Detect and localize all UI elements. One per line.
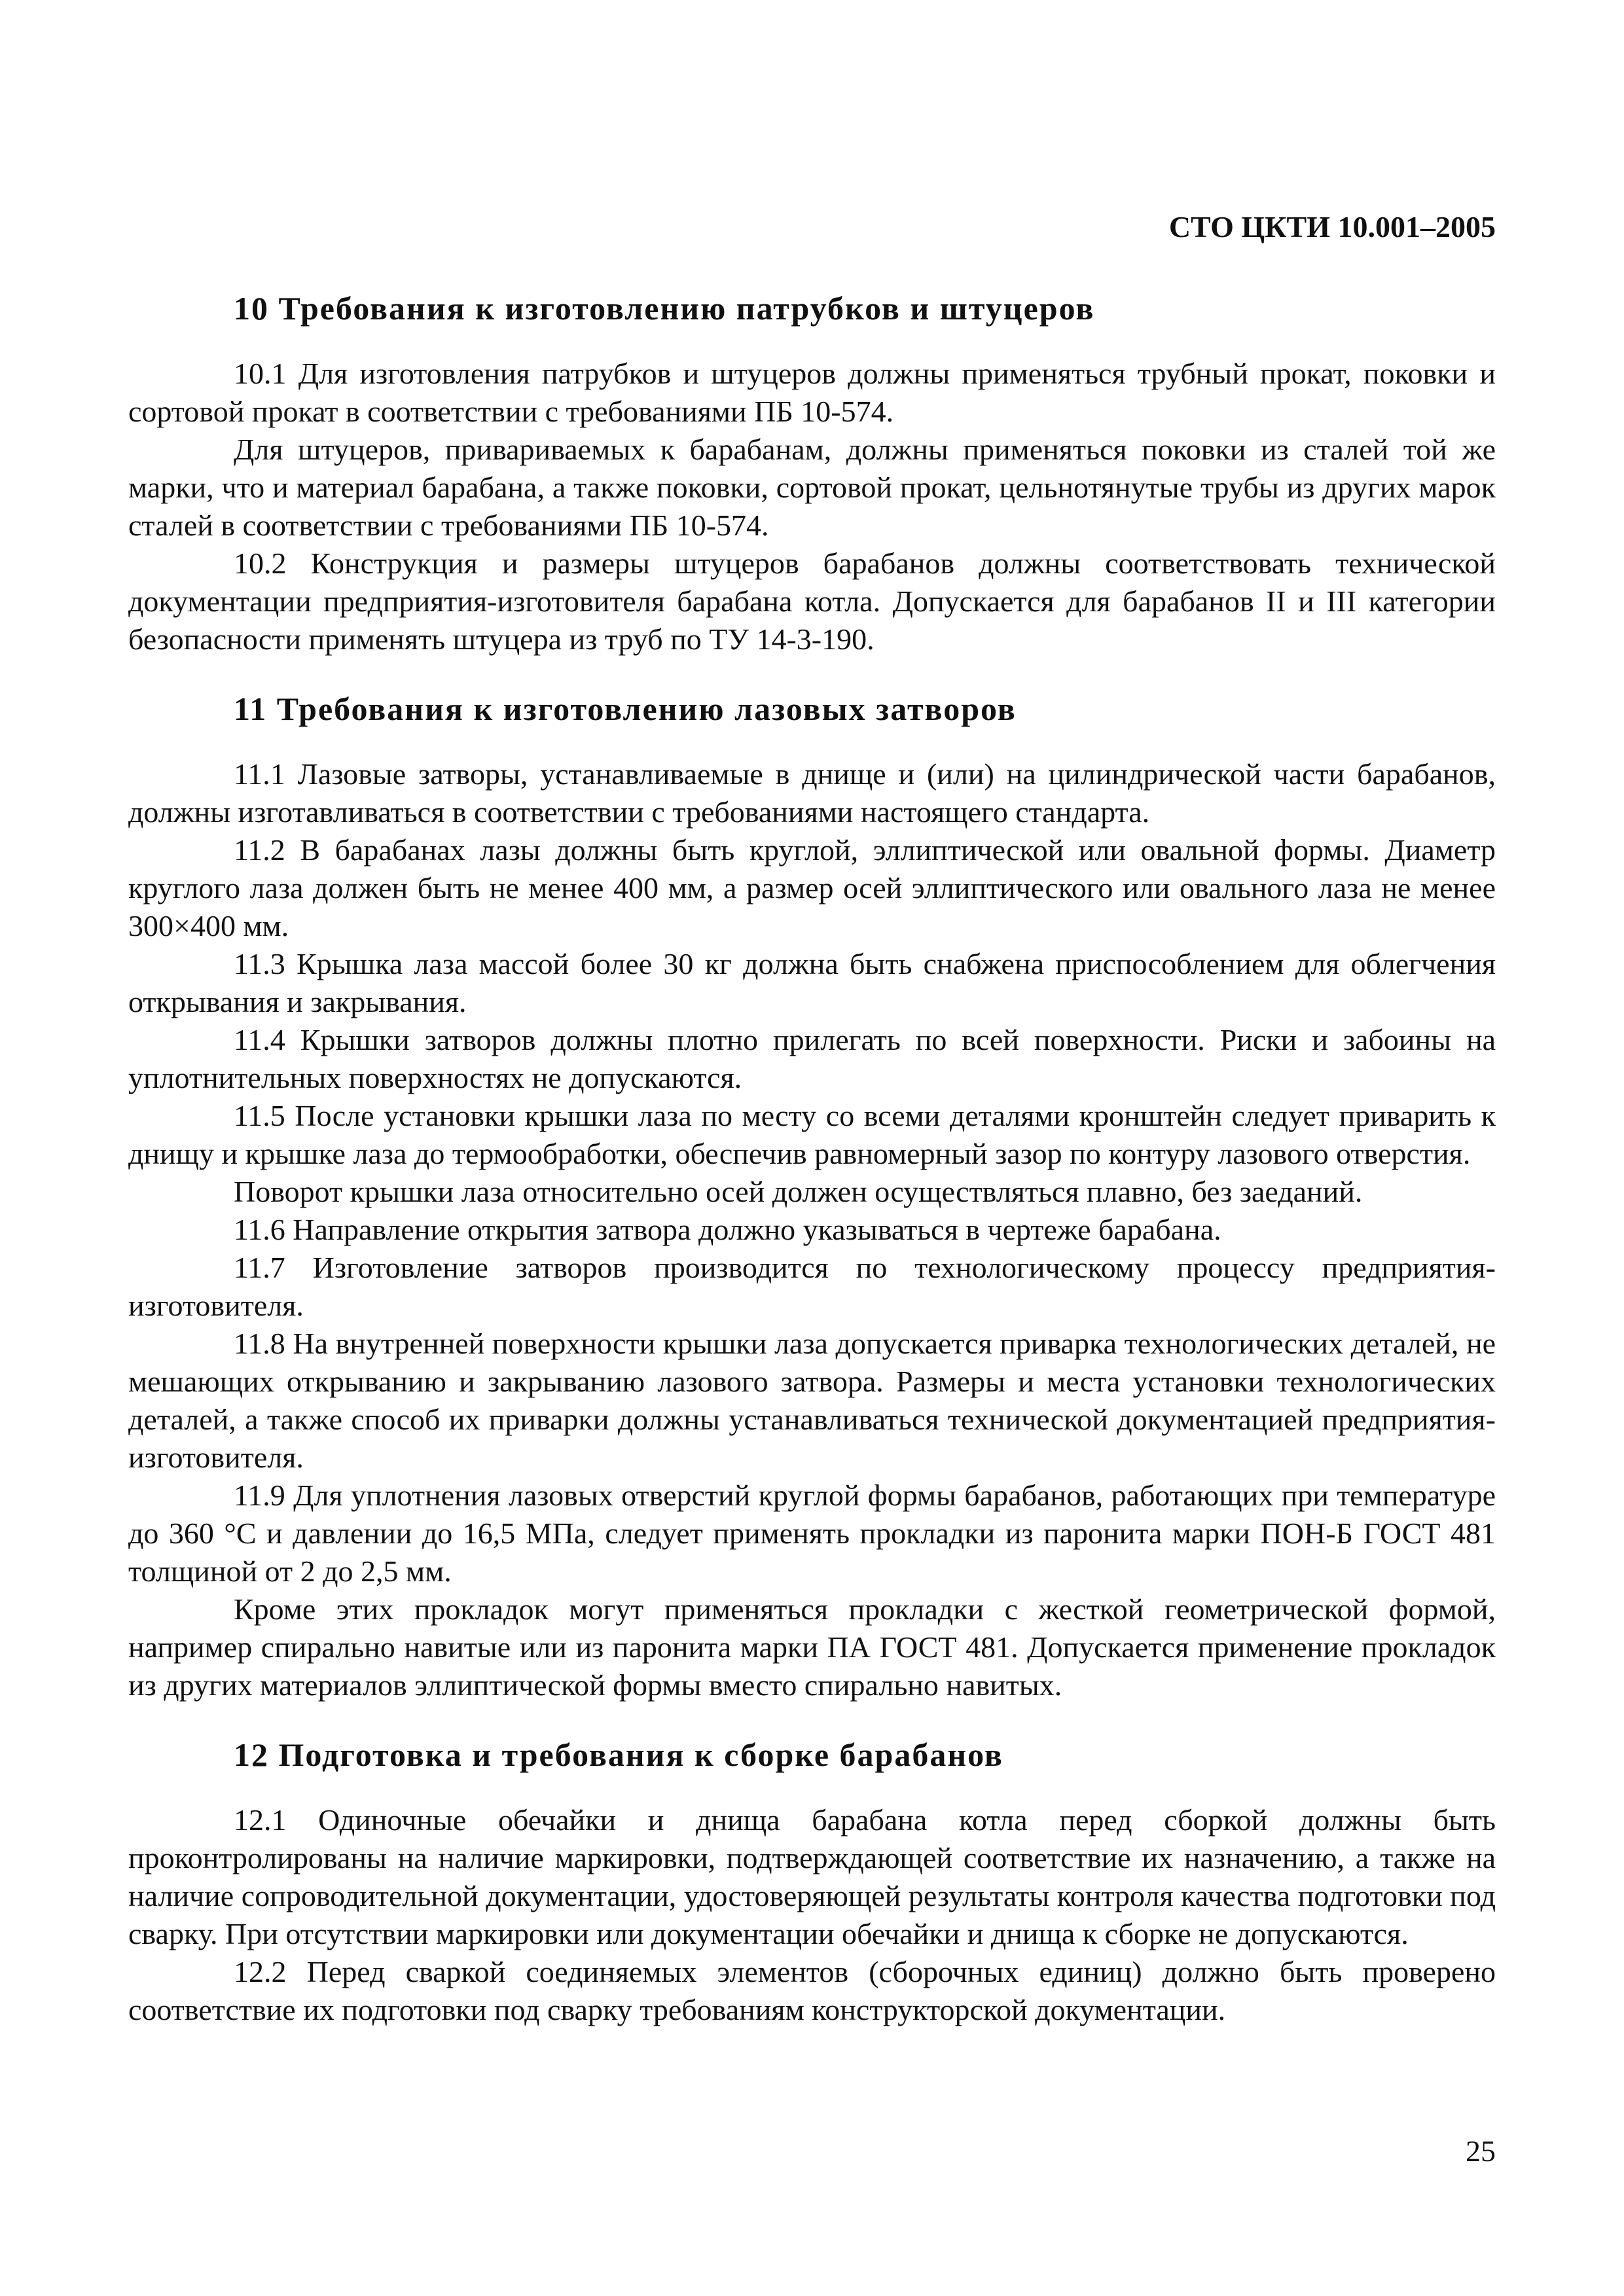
- section-title: 11 Требования к изготовлению лазовых затворов: [234, 691, 1017, 727]
- section-title: 12 Подготовка и требования к сборке барабанов: [234, 1736, 1003, 1773]
- paragraph: 10.1 Для изготовления патрубков и штуцеров должны применяться трубный прокат, поковки и сортовой прокат в соответствии с требованиями ПБ 10-574.: [128, 357, 1496, 428]
- paragraph: 11.7 Изготовление затворов производится по технологическому процессу предприятия-изготовителя.: [128, 1251, 1496, 1322]
- paragraph: Поворот крышки лаза относительно осей должен осуществляться плавно, без заеданий.: [234, 1175, 1363, 1208]
- paragraph: 11.2 В барабанах лазы должны быть круглой, эллиптической или овальной формы. Диаметр круглого лаза должен быть не менее 400 мм, а размер осей эллиптического или овального лаза не менее 300×400 мм.: [128, 833, 1496, 942]
- section-10: [128, 288, 1496, 658]
- section-title: 10 Требования к изготовлению патрубков и штуцеров: [234, 290, 1095, 327]
- paragraph: 11.5 После установки крышки лаза по месту со всеми деталями кронштейн следует приварить к днищу и крышке лаза до термообработки, обеспечив равномерный зазор по контуру лазового отверстия.: [128, 1099, 1496, 1170]
- paragraph: 12.1 Одиночные обечайки и днища барабана котла перед сборкой должны быть проконтролированы на наличие маркировки, подтверждающей соответствие их назначению, а также на наличие сопроводительной документации, удостоверяющей результаты контроля качества подготовки под сварку. При отсутствии маркировки или документации обечайки и днища к сборке не допускаются.: [128, 1803, 1496, 1950]
- section-12: [128, 1734, 1496, 2029]
- paragraph: Для штуцеров, привариваемых к барабанам, должны применяться поковки из сталей той же марки, что и материал барабана, а также поковки, сортовой прокат, цельнотянутые трубы из других марок сталей в соответствии с требованиями ПБ 10-574.: [128, 433, 1496, 542]
- page-number: 25: [1466, 2134, 1496, 2168]
- paragraph: 11.3 Крышка лаза массой более 30 кг должна быть снабжена приспособлением для облегчения открывания и закрывания.: [128, 947, 1496, 1018]
- section-11: [128, 689, 1496, 1704]
- paragraph: 12.2 Перед сваркой соединяемых элементов (сборочных единиц) должно быть проверено соответствие их подготовки под сварку требованиям конструкторской документации.: [128, 1955, 1496, 2026]
- paragraph: 11.8 На внутренней поверхности крышки лаза допускается приварка технологических деталей, не мешающих открыванию и закрыванию лазового затвора. Размеры и места установки технологических деталей, а также способ их приварки должны устанавливаться технической документацией предприятия-изготовителя.: [128, 1327, 1496, 1474]
- paragraph: 10.2 Конструкция и размеры штуцеров барабанов должны соответствовать технической документации предприятия-изготовителя барабана котла. Допускается для барабанов II и III категории безопасности применять штуцера из труб по ТУ 14-3-190.: [128, 547, 1496, 656]
- paragraph: 11.4 Крышки затворов должны плотно прилегать по всей поверхности. Риски и забоины на уплотнительных поверхностях не допускаются.: [128, 1023, 1496, 1094]
- paragraph: Кроме этих прокладок могут применяться прокладки с жесткой геометрической формой, например спирально навитые или из паронита марки ПА ГОСТ 481. Допускается применение прокладок из других материалов эллиптической формы вместо спирально навитых.: [128, 1592, 1496, 1702]
- document-code: СТО ЦКТИ 10.001–2005: [1168, 210, 1496, 243]
- paragraph: 11.1 Лазовые затворы, устанавливаемые в днище и (или) на цилиндрической части барабанов, должны изготавливаться в соответствии с требованиями настоящего стандарта.: [128, 757, 1496, 829]
- paragraph: 11.9 Для уплотнения лазовых отверстий круглой формы барабанов, работающих при температуре до 360 °С и давлении до 16,5 МПа, следует применять прокладки из паронита марки ПОН-Б ГОСТ 481 толщиной от 2 до 2,5 мм.: [128, 1479, 1496, 1588]
- document-body: [128, 288, 1496, 2059]
- paragraph: 11.6 Направление открытия затвора должно указываться в чертеже барабана.: [234, 1213, 1221, 1246]
